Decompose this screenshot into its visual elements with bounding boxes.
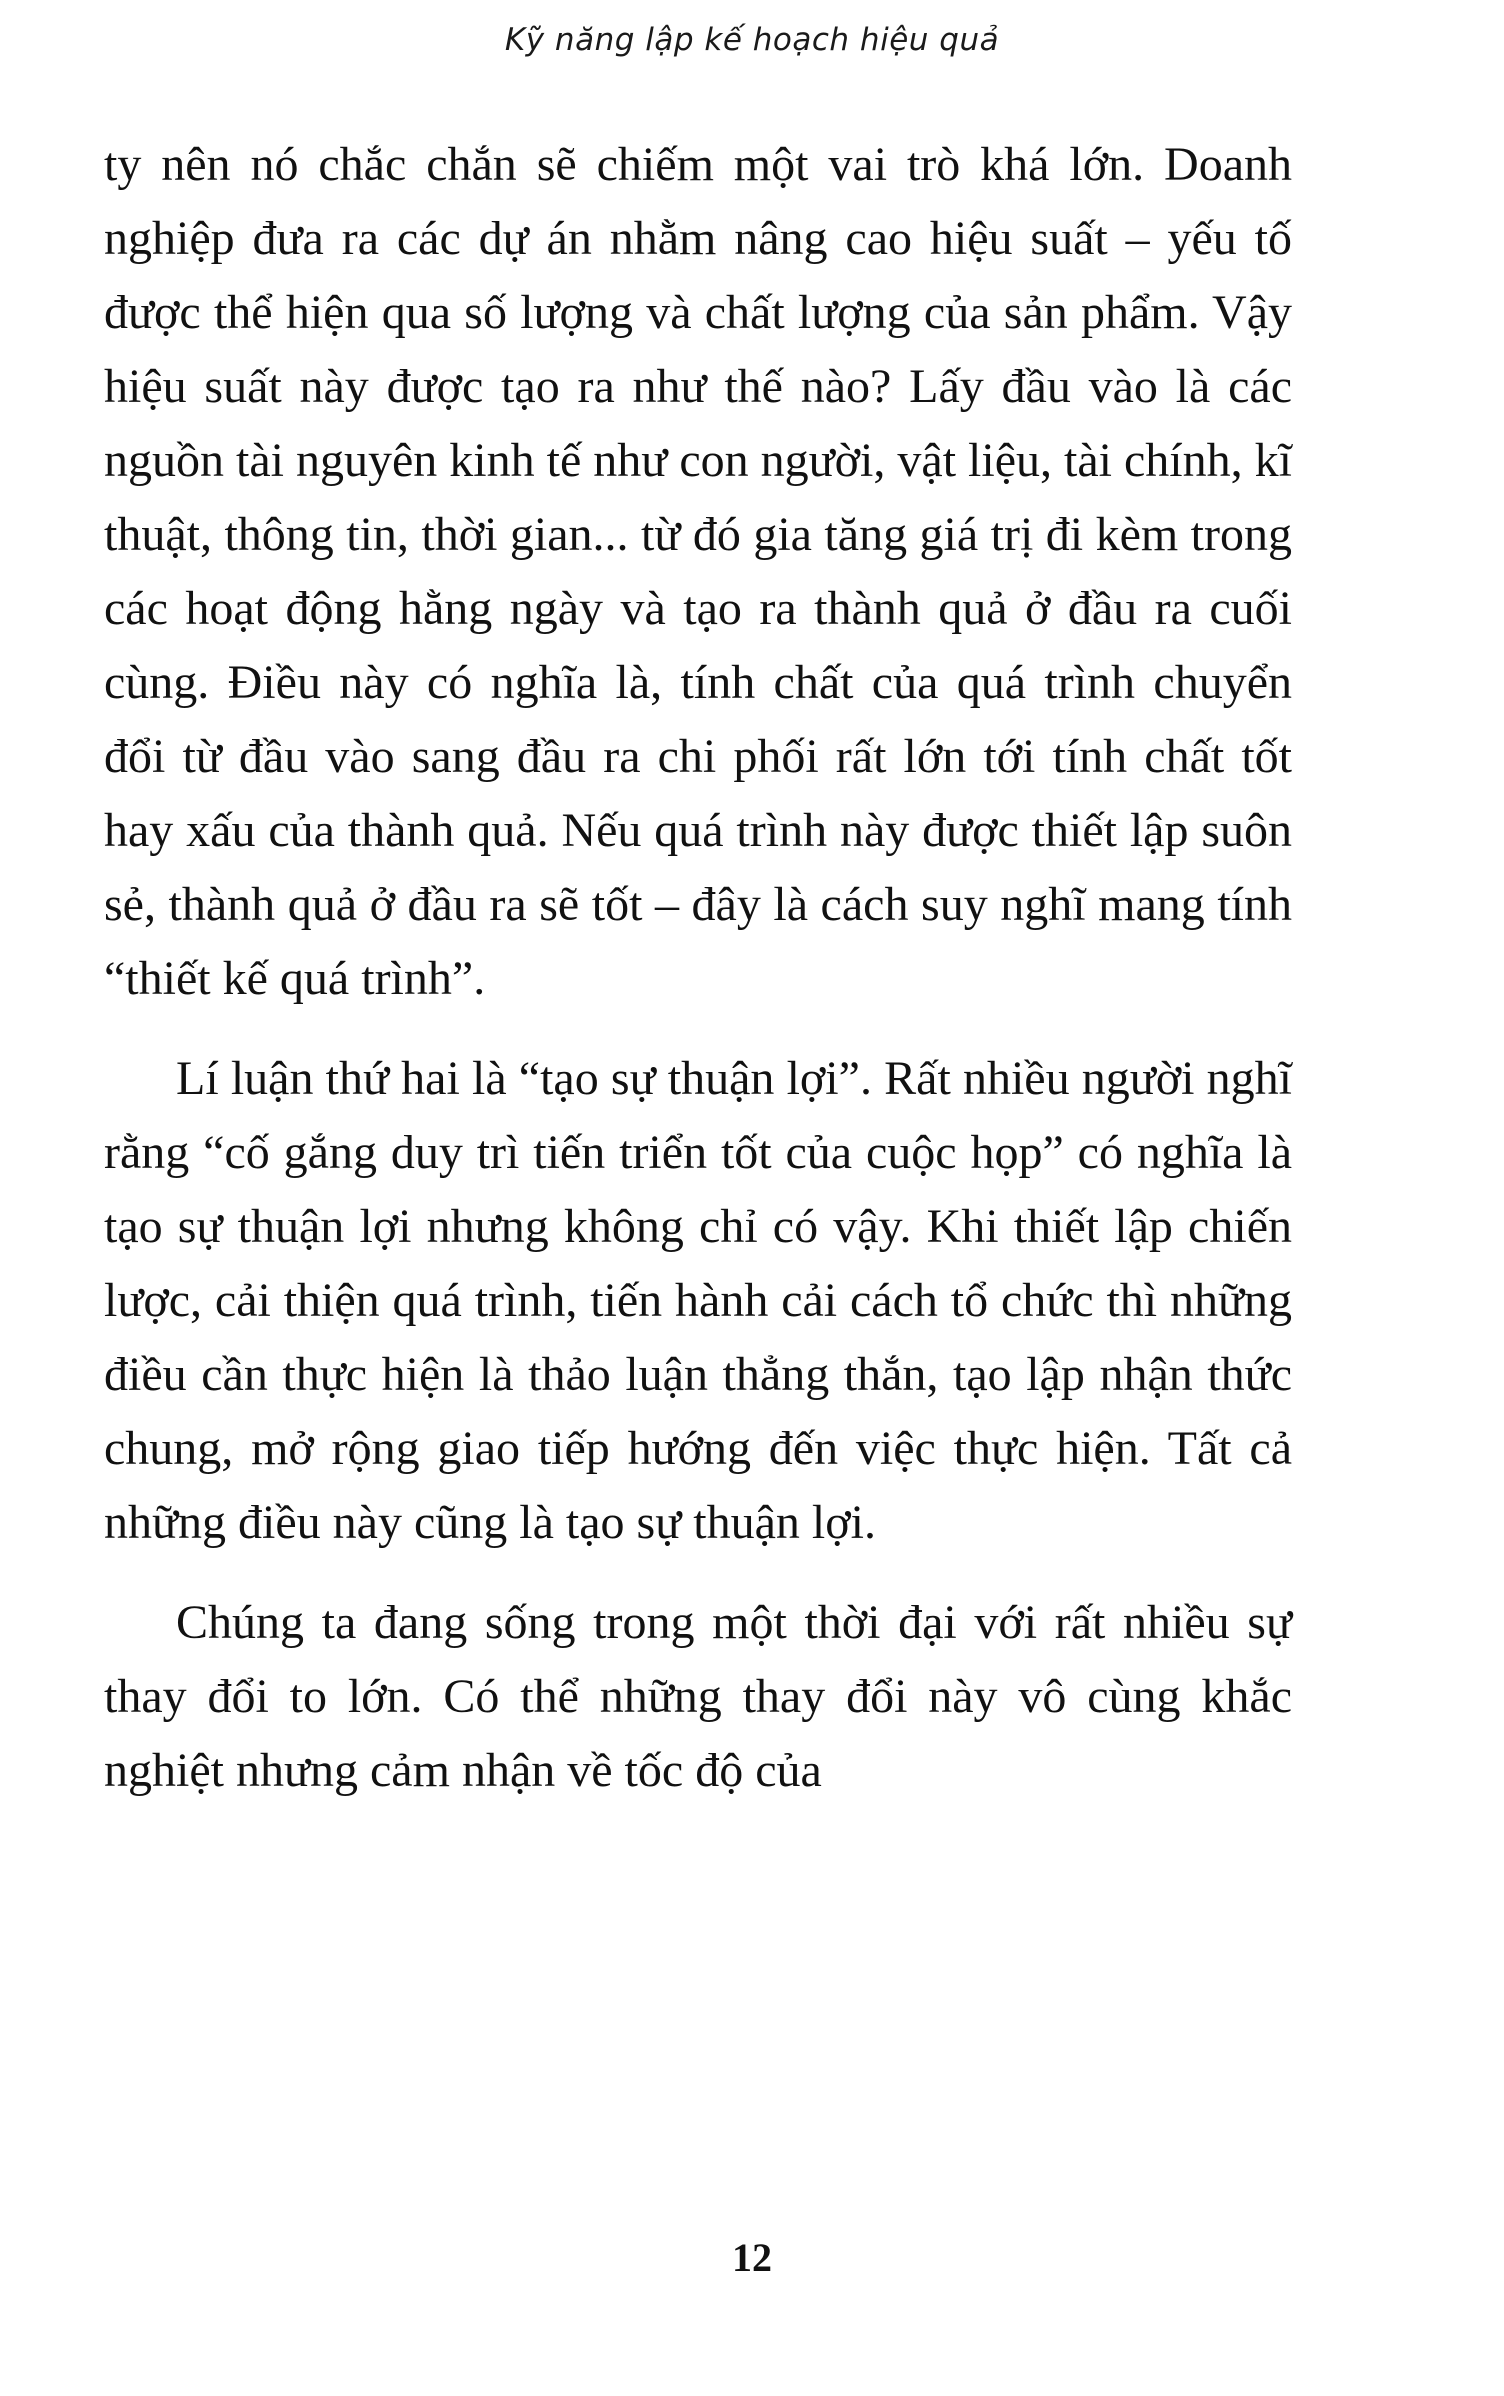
paragraph-facilitation: Lí luận thứ hai là “tạo sự thuận lợi”. Rất nhiều người nghĩ rằng “cố gắng duy trì tiến triển tốt của cuộc họp” có nghĩa là tạo sự thuận lợi nhưng không chỉ có vậy. Khi thiết lập chiến lược, cải thiện quá trình, tiến hành cải cách tổ chức thì những điều cần thực hiện là thảo luận thẳng thắn, tạo lập nhận thức chung, mở rộng giao tiếp hướng đến việc thực hiện. Tất cả những điều này cũng là tạo sự thuận lợi. [104, 1052, 1292, 1549]
body-text [104, 128, 1292, 1834]
running-header-title: Kỹ năng lập kế hoạch hiệu quả [504, 22, 1000, 58]
paragraph-continuation: ty nên nó chắc chắn sẽ chiếm một vai trò khá lớn. Doanh nghiệp đưa ra các dự án nhằm nâng cao hiệu suất – yếu tố được thể hiện qua số lượng và chất lượng của sản phẩm. Vậy hiệu suất này được tạo ra như thế nào? Lấy đầu vào là các nguồn tài nguyên kinh tế như con người, vật liệu, tài chính, kĩ thuật, thông tin, thời gian... từ đó gia tăng giá trị đi kèm trong các hoạt động hằng ngày và tạo ra thành quả ở đầu ra cuối cùng. Điều này có nghĩa là, tính chất của quá trình chuyển đổi từ đầu vào sang đầu ra chi phối rất lớn tới tính chất tốt hay xấu của thành quả. Nếu quá trình này được thiết lập suôn sẻ, thành quả ở đầu ra sẽ tốt – đây là cách suy nghĩ mang tính “thiết kế quá trình”. [104, 138, 1292, 1005]
paragraph-era-of-change: Chúng ta đang sống trong một thời đại với rất nhiều sự thay đổi to lớn. Có thể những thay đổi này vô cùng khắc nghiệt nhưng cảm nhận về tốc độ của [104, 1596, 1292, 1797]
page-number: 12 [732, 2235, 772, 2280]
